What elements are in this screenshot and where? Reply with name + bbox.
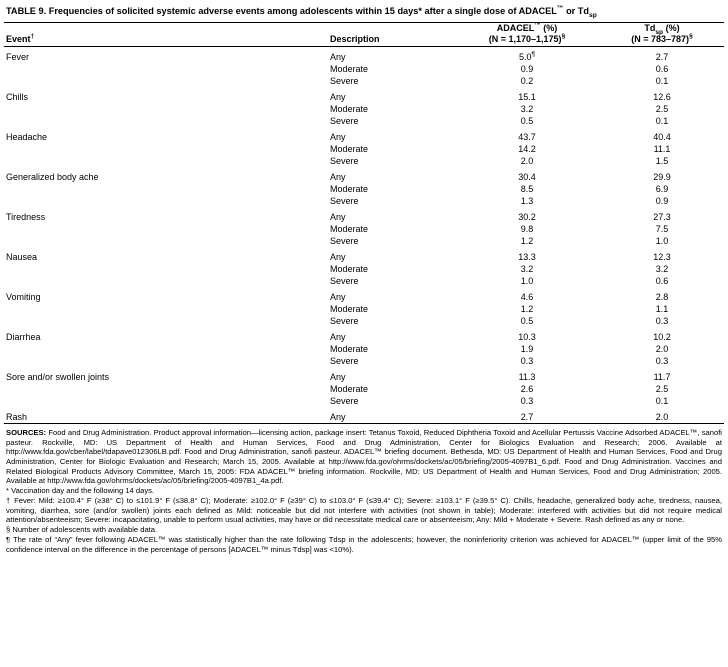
cell-description: Moderate: [330, 143, 369, 154]
table-row: [0, 195, 728, 207]
header-event-dagger: †: [30, 33, 35, 41]
table-row: [0, 355, 728, 367]
footnote-star: * Vaccination day and the following 14 days.: [6, 486, 155, 496]
cell-adacel-percent: 5.0¶: [518, 50, 536, 62]
table-title: [0, 0, 728, 22]
trademark-symbol: ™: [556, 4, 564, 12]
cell-event: [0, 115, 330, 127]
table-row: [0, 63, 728, 75]
header-adacel-n-cell: [458, 34, 596, 46]
cell-description: Severe: [330, 275, 359, 286]
cell-event: [0, 63, 330, 75]
header-adacel-tm-icon: ™: [534, 21, 541, 29]
cell-tdsp-percent: 7.5: [655, 223, 669, 234]
cell-adacel-percent: 1.3: [520, 195, 534, 206]
table-row: [0, 287, 728, 303]
cell-event: Nausea: [6, 251, 38, 262]
cell-adacel-percent: 3.2: [520, 263, 534, 274]
cell-event: Diarrhea: [6, 331, 41, 342]
cell-description: Severe: [330, 115, 359, 126]
header-description-cell: [330, 23, 458, 35]
cell-tdsp-percent: 6.9: [655, 183, 669, 194]
cell-event: [0, 183, 330, 195]
cell-description: Moderate: [330, 303, 369, 314]
table-row: [0, 115, 728, 127]
cell-adacel-percent: 1.2: [520, 303, 534, 314]
cell-event: [0, 143, 330, 155]
cell-adacel-percent: 2.6: [520, 383, 534, 394]
cell-tdsp-percent: 3.2: [655, 263, 669, 274]
cell-description: Severe: [330, 395, 359, 406]
cell-description: Any: [330, 331, 346, 342]
cell-event: Sore and/or swollen joints: [6, 371, 110, 382]
cell-adacel-percent: 0.5: [520, 315, 534, 326]
cell-tdsp-percent: 1.1: [655, 303, 669, 314]
cell-description: Any: [330, 371, 346, 382]
cell-tdsp-percent: 29.9: [653, 171, 671, 182]
cell-tdsp-percent: 2.5: [655, 383, 669, 394]
table-row: [0, 367, 728, 383]
cell-description: Severe: [330, 315, 359, 326]
table-row: [0, 383, 728, 395]
table-row: [0, 235, 728, 247]
cell-adacel-percent: 13.3: [518, 251, 536, 262]
cell-event: Vomiting: [6, 291, 41, 302]
footnote-dagger-symbol: †: [6, 495, 15, 505]
cell-tdsp-percent: 2.7: [655, 51, 669, 62]
header-td-cell: [596, 23, 728, 35]
header-event-label: Event: [6, 34, 31, 45]
cell-description: Any: [330, 51, 346, 62]
adverse-events-table: [0, 23, 728, 46]
cell-tdsp-percent: 1.0: [655, 235, 669, 246]
cell-description: Severe: [330, 75, 359, 86]
cell-event: [0, 303, 330, 315]
cell-description: Any: [330, 251, 346, 262]
cell-event: Fever: [6, 51, 30, 62]
cell-adacel-percent: 30.2: [518, 211, 536, 222]
table-row: [0, 263, 728, 275]
cell-event: [0, 263, 330, 275]
cell-description: Moderate: [330, 103, 369, 114]
cell-description: Moderate: [330, 223, 369, 234]
footnote-pilcrow: ¶ The rate of “Any” fever following ADACEL™ was statistically higher than the rate following Tdsp in the adolescents; however, the noninferiority criterion was achieved for ADACEL™ (upper limit of the 95% confidence interval on the difference in the percentage of persons [ADACEL™ minus Tdsp] was <10%).: [6, 534, 722, 554]
cell-description: Severe: [330, 355, 359, 366]
cell-adacel-percent: 1.0: [520, 275, 534, 286]
footnote-dagger: [6, 496, 722, 525]
cell-event: Headache: [6, 131, 48, 142]
cell-tdsp-percent: 2.8: [655, 291, 669, 302]
footnote-dagger-text: Fever: Mild: ≥100.4° F (≥38° C) to ≤101.9° F (≤38.8° C); Moderate: ≥102.0° F (≥39° C) to ≤103.0° F (≤39.4° C); Severe: ≥103.1° F (≥39.5° C). Chills, headache, generalized body ache, tiredness, nausea, vomiting, diarrhea, sore (and/or swollen) joints each defined as Mild: noticeable but did not interfere with activities (not shown in table); Moderate: interfered with activities but did not require medical attention/absenteeism; Severe: incapacitating, unable to perform usual activities, may have or did necessitate medical care or absenteeism; Any: Mild + Moderate + Severe. Rash defined as any or none.: [6, 495, 722, 525]
cell-tdsp-percent: 12.6: [653, 91, 671, 102]
cell-tdsp-percent: 2.5: [655, 103, 669, 114]
cell-adacel-percent: 43.7: [518, 131, 536, 142]
table-row: [0, 395, 728, 407]
header-event-label-cell: [0, 34, 330, 46]
cell-event: [0, 395, 330, 407]
table-row: [0, 343, 728, 355]
cell-event: [0, 315, 330, 327]
header-adacel-unit: (%): [540, 22, 558, 33]
header-td-section-symbol: §: [689, 33, 693, 41]
cell-tdsp-percent: 1.5: [655, 155, 669, 166]
cell-adacel-percent: 3.2: [520, 103, 534, 114]
cell-adacel-percent: 4.6: [520, 291, 534, 302]
cell-adacel-percent: 10.3: [518, 331, 536, 342]
table-row: [0, 87, 728, 103]
table-row: [0, 155, 728, 167]
cell-adacel-percent: 30.4: [518, 171, 536, 182]
cell-adacel-percent: 8.5: [520, 183, 534, 194]
cell-description: Any: [330, 91, 346, 102]
header-adacel-cell: [458, 23, 596, 35]
cell-description: Severe: [330, 235, 359, 246]
cell-tdsp-percent: 0.6: [655, 275, 669, 286]
header-td-subscript: sp: [655, 28, 664, 36]
sources-label: SOURCES:: [6, 427, 47, 437]
cell-description: Any: [330, 131, 346, 142]
cell-adacel-percent: 0.2: [520, 75, 534, 86]
cell-event: [0, 223, 330, 235]
table-row: [0, 407, 728, 423]
table-row: [0, 75, 728, 87]
cell-adacel-percent: 0.3: [520, 395, 534, 406]
cell-adacel-percent: 1.9: [520, 343, 534, 354]
cell-tdsp-percent: 11.1: [653, 143, 671, 154]
header-td-label: Td: [644, 22, 656, 33]
cell-adacel-percent: 14.2: [518, 143, 536, 154]
table-row: [0, 247, 728, 263]
table-header-row-2: [0, 34, 728, 46]
cell-description: Severe: [330, 155, 359, 166]
cell-adacel-percent: 1.2: [520, 235, 534, 246]
footnote-sources: [6, 428, 722, 486]
subscript-sp: sp: [589, 11, 597, 19]
header-description-label: Description: [330, 34, 380, 45]
cell-tdsp-percent: 11.7: [653, 371, 671, 382]
table-row: [0, 315, 728, 327]
cell-adacel-percent: 2.0: [520, 155, 534, 166]
cell-tdsp-percent: 2.0: [655, 343, 669, 354]
cell-event: [0, 383, 330, 395]
footnotes: [0, 424, 728, 554]
cell-description: Any: [330, 411, 346, 422]
cell-tdsp-percent: 40.4: [653, 131, 671, 142]
header-td-n-cell: [596, 34, 728, 46]
table-row: [0, 127, 728, 143]
cell-description: Moderate: [330, 63, 369, 74]
header-adacel-n: (N = 1,170–1,175): [488, 34, 562, 45]
cell-event: [0, 343, 330, 355]
cell-tdsp-percent: 0.1: [655, 115, 669, 126]
table-row: [0, 327, 728, 343]
cell-tdsp-percent: 0.6: [655, 63, 669, 74]
cell-description: Any: [330, 291, 346, 302]
cell-tdsp-percent: 0.3: [655, 355, 669, 366]
cell-event: Tiredness: [6, 211, 46, 222]
cell-tdsp-percent: 2.0: [655, 411, 669, 422]
cell-description: Any: [330, 171, 346, 182]
cell-description: Any: [330, 211, 346, 222]
cell-description: Moderate: [330, 183, 369, 194]
cell-tdsp-percent: 0.1: [655, 395, 669, 406]
cell-event: Rash: [6, 411, 28, 422]
header-adacel-label: ADACEL: [496, 22, 535, 33]
cell-tdsp-percent: 10.2: [653, 331, 671, 342]
cell-tdsp-percent: 0.3: [655, 315, 669, 326]
cell-adacel-percent: 15.1: [518, 91, 536, 102]
cell-adacel-percent: 9.8: [520, 223, 534, 234]
cell-adacel-percent: 0.3: [520, 355, 534, 366]
header-event-cell: [0, 23, 330, 35]
adverse-events-body: [0, 47, 728, 423]
footnote-marker: ¶: [531, 50, 536, 58]
table-row: [0, 275, 728, 287]
table-row: [0, 167, 728, 183]
cell-event: [0, 155, 330, 167]
header-td-unit: (%): [663, 22, 680, 33]
table-title-pre: TABLE 9. Frequencies of solicited systemic adverse events among adolescents within 15 days* after a single dose of ADACEL: [6, 6, 557, 16]
header-adacel-section-symbol: §: [561, 33, 566, 41]
cell-event: [0, 355, 330, 367]
cell-event: [0, 75, 330, 87]
footnote-section: § Number of adolescents with available data.: [6, 525, 158, 535]
cell-event: [0, 275, 330, 287]
table-row: [0, 223, 728, 235]
cell-tdsp-percent: 27.3: [653, 211, 671, 222]
cell-event: [0, 195, 330, 207]
cell-description: Severe: [330, 195, 359, 206]
cell-event: Generalized body ache: [6, 171, 99, 182]
sources-text: Food and Drug Administration. Product approval information—licensing action, package insert: Tetanus Toxoid, Reduced Diphtheria Toxoid and Acellular Pertussis Vaccine Adsorbed ADACEL™, sanofi pasteur. Rockville, MD: US Department of Health and Human Services, Food and Drug Administration, Center for Biologics Evaluation and Research; 2006. Available at http://www.fda.gov/cber/label/tdapave012306LB.pdf. Food and Drug Administration, sanofi pasteur. ADACEL™ briefing document. Bethesda, MD: US Department of Health and Human Services, Food and Drug Administration, Center for Biologic Evaluation and Research; March 15, 2005. Available at http://www.fda.gov/ohrms/dockets/ac/05/briefing/2005-4097B1_6.pdf. Food and Drug Administration. Vaccines and Related Biological Products Advisory Committee, March 15, 2005: FDA ADACEL™ briefing information. Rockville, MD: US Department of Health and Human Services, Food and Drug Administration; 2005. Available at http://www.fda.gov/ohrms/dockets/ac/05/briefing/2005-4097B1_4a.pdf.: [6, 427, 722, 486]
cell-adacel-percent: 2.7: [520, 411, 534, 422]
table-row: [0, 183, 728, 195]
cell-description: Moderate: [330, 263, 369, 274]
cell-description: Moderate: [330, 383, 369, 394]
cell-description: Moderate: [330, 343, 369, 354]
header-td-n: (N = 783–787): [631, 34, 690, 45]
cell-event: Chills: [6, 91, 29, 102]
table-row: [0, 207, 728, 223]
cell-event: [0, 235, 330, 247]
cell-tdsp-percent: 0.9: [655, 195, 669, 206]
cell-adacel-percent: 0.9: [520, 63, 534, 74]
header-description-label-cell: [330, 34, 458, 46]
cell-adacel-percent: 11.3: [518, 371, 536, 382]
table-header-row-1: [0, 23, 728, 35]
table-row: [0, 103, 728, 115]
cell-event: [0, 103, 330, 115]
cell-tdsp-percent: 12.3: [653, 251, 671, 262]
cell-tdsp-percent: 0.1: [655, 75, 669, 86]
table-row: [0, 143, 728, 155]
table-title-mid: or Td: [563, 6, 590, 16]
table-row: [0, 47, 728, 63]
table-row: [0, 303, 728, 315]
cell-adacel-percent: 0.5: [520, 115, 534, 126]
